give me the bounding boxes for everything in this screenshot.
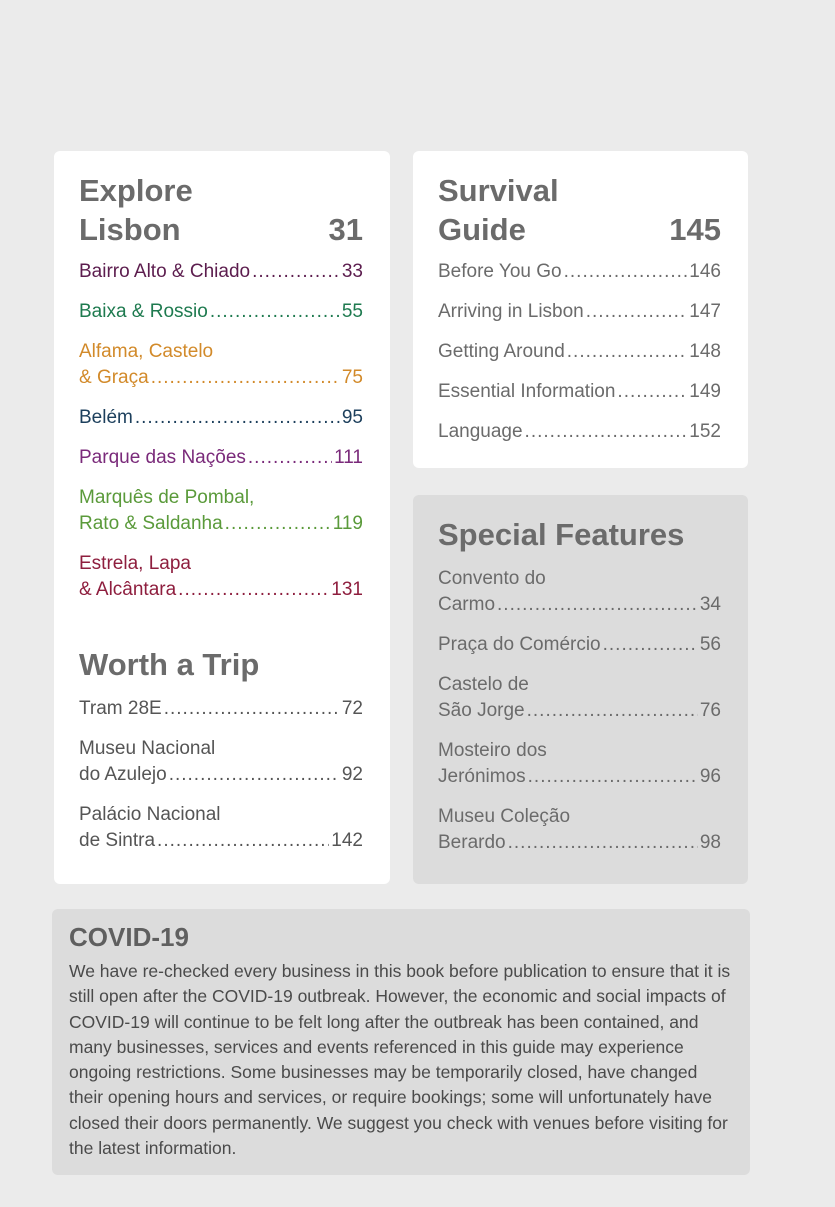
dot-leader bbox=[617, 379, 687, 405]
dot-leader bbox=[508, 830, 698, 856]
toc-entry-title-line: de Sintra bbox=[79, 830, 156, 851]
special-features-card bbox=[413, 495, 748, 884]
toc-entry-title-line: Estrela, Lapa bbox=[79, 553, 191, 574]
explore-lisbon-card bbox=[54, 151, 390, 884]
explore-title-line1: Explore bbox=[79, 173, 193, 208]
toc-entry[interactable] bbox=[438, 259, 721, 285]
toc-entry[interactable] bbox=[438, 299, 721, 325]
toc-entry-title-line: & Graça bbox=[79, 367, 149, 388]
dot-leader bbox=[210, 299, 340, 325]
survival-guide-heading bbox=[438, 171, 721, 249]
toc-entry-page-number: 148 bbox=[689, 341, 721, 362]
toc-entry-page-number: 75 bbox=[341, 367, 363, 388]
toc-entry-title-line: Parque das Nações bbox=[79, 447, 246, 468]
toc-entry-page-number: 142 bbox=[331, 830, 363, 851]
toc-entry[interactable] bbox=[438, 419, 721, 445]
toc-entry[interactable] bbox=[438, 804, 721, 856]
toc-entry[interactable] bbox=[79, 339, 363, 391]
dot-leader bbox=[157, 828, 329, 854]
covid-notice-box bbox=[52, 909, 750, 1175]
explore-entries-list bbox=[79, 259, 363, 603]
toc-entry[interactable] bbox=[438, 738, 721, 790]
toc-entry-page-number: 92 bbox=[341, 764, 363, 785]
toc-entry-title-line: Bairro Alto & Chiado bbox=[79, 261, 251, 282]
toc-entry-page-number: 55 bbox=[341, 301, 363, 322]
toc-entry-page-number: 72 bbox=[341, 698, 363, 719]
toc-entry[interactable] bbox=[79, 405, 363, 431]
worth-a-trip-entries-list bbox=[79, 696, 363, 854]
dot-leader bbox=[135, 405, 340, 431]
special-features-heading: Special Features bbox=[438, 517, 685, 552]
toc-entry[interactable] bbox=[79, 696, 363, 722]
dot-leader bbox=[151, 365, 340, 391]
toc-entry-title-line: Baixa & Rossio bbox=[79, 301, 208, 322]
toc-entry[interactable] bbox=[79, 299, 363, 325]
dot-leader bbox=[603, 632, 698, 658]
toc-entry-title-line: & Alcântara bbox=[79, 579, 177, 600]
explore-page-number: 31 bbox=[328, 212, 363, 247]
dot-leader bbox=[252, 259, 340, 285]
toc-entry[interactable] bbox=[79, 485, 363, 537]
dot-leader bbox=[497, 592, 698, 618]
toc-entry-page-number: 95 bbox=[341, 407, 363, 428]
toc-entry-title-line: Castelo de bbox=[438, 674, 529, 695]
survival-guide-card bbox=[413, 151, 748, 468]
dot-leader bbox=[567, 339, 688, 365]
toc-entry-title-line: Alfama, Castelo bbox=[79, 341, 214, 362]
toc-entry[interactable] bbox=[438, 672, 721, 724]
toc-entry[interactable] bbox=[79, 259, 363, 285]
covid-title: COVID-19 bbox=[69, 922, 189, 952]
explore-title-line2: Lisbon bbox=[79, 212, 181, 247]
special-entries-list bbox=[438, 566, 721, 856]
dot-leader bbox=[527, 698, 698, 724]
toc-entry-title-line: Getting Around bbox=[438, 341, 565, 362]
toc-entry-title-line: Carmo bbox=[438, 594, 496, 615]
worth-a-trip-heading: Worth a Trip bbox=[79, 647, 260, 682]
dot-leader bbox=[225, 511, 331, 537]
toc-entry-title-line: Before You Go bbox=[438, 261, 562, 282]
toc-entry-page-number: 146 bbox=[689, 261, 721, 282]
toc-entry-title-line: Museu Coleção bbox=[438, 806, 571, 827]
toc-entry-page-number: 33 bbox=[341, 261, 363, 282]
dot-leader bbox=[164, 696, 340, 722]
toc-entry-page-number: 98 bbox=[699, 832, 721, 853]
toc-entry-title-line: Language bbox=[438, 421, 523, 442]
toc-entry[interactable] bbox=[79, 736, 363, 788]
dot-leader bbox=[178, 577, 329, 603]
toc-entry-title-line: Rato & Saldanha bbox=[79, 513, 223, 534]
toc-entry[interactable] bbox=[79, 802, 363, 854]
toc-entry-page-number: 152 bbox=[689, 421, 721, 442]
toc-entry-title-line: Essential Information bbox=[438, 381, 616, 402]
covid-body-text: We have re-checked every business in this book before publication to ensure that it is still open after the COVID-19 outbreak. However, the economic and social impacts of COVID-19 will continue to be felt long after the outbreak has been contained, and many businesses, services and events referenced in this guide may experience ongoing restrictions. Some businesses may be temporarily closed, have changed their opening hours and services, or require bookings; some will unfortunately have closed their doors permanently. We suggest you check with venues before visiting for the latest information. bbox=[69, 961, 731, 1159]
toc-entry[interactable] bbox=[438, 379, 721, 405]
toc-entry-title-line: do Azulejo bbox=[79, 764, 167, 785]
survival-title-line1: Survival bbox=[438, 173, 559, 208]
toc-entry[interactable] bbox=[438, 566, 721, 618]
toc-entry-title-line: Museu Nacional bbox=[79, 738, 216, 759]
survival-page-number: 145 bbox=[669, 212, 721, 247]
toc-entry-title-line: Mosteiro dos bbox=[438, 740, 547, 761]
dot-leader bbox=[564, 259, 688, 285]
toc-entry-page-number: 76 bbox=[699, 700, 721, 721]
toc-entry-title-line: Praça do Comércio bbox=[438, 634, 601, 655]
explore-lisbon-heading bbox=[79, 171, 363, 249]
dot-leader bbox=[248, 445, 332, 471]
toc-entry-page-number: 56 bbox=[699, 634, 721, 655]
toc-entry-page-number: 147 bbox=[689, 301, 721, 322]
toc-entry-title-line: Convento do bbox=[438, 568, 546, 589]
survival-title-line2: Guide bbox=[438, 212, 526, 247]
toc-entry-title-line: Palácio Nacional bbox=[79, 804, 221, 825]
dot-leader bbox=[169, 762, 340, 788]
dot-leader bbox=[525, 419, 688, 445]
toc-entry[interactable] bbox=[79, 445, 363, 471]
dot-leader bbox=[586, 299, 688, 325]
toc-entry-title-line: Arriving in Lisbon bbox=[438, 301, 584, 322]
toc-entry-title-line: Belém bbox=[79, 407, 133, 428]
toc-entry-title-line: São Jorge bbox=[438, 700, 525, 721]
survival-entries-list bbox=[438, 259, 721, 445]
toc-entry[interactable] bbox=[79, 551, 363, 603]
toc-entry-page-number: 119 bbox=[332, 513, 363, 534]
toc-entry-page-number: 111 bbox=[334, 447, 363, 468]
toc-entry[interactable] bbox=[438, 339, 721, 365]
toc-entry-page-number: 131 bbox=[331, 579, 363, 600]
toc-entry-title-line: Marquês de Pombal, bbox=[79, 487, 255, 508]
dot-leader bbox=[528, 764, 698, 790]
toc-entry-page-number: 96 bbox=[699, 766, 721, 787]
toc-entry-title-line: Berardo bbox=[438, 832, 506, 853]
toc-entry[interactable] bbox=[438, 632, 721, 658]
toc-entry-page-number: 149 bbox=[689, 381, 721, 402]
toc-entry-title-line: Jerónimos bbox=[438, 766, 526, 787]
toc-entry-title-line: Tram 28E bbox=[79, 698, 162, 719]
toc-entry-page-number: 34 bbox=[699, 594, 721, 615]
